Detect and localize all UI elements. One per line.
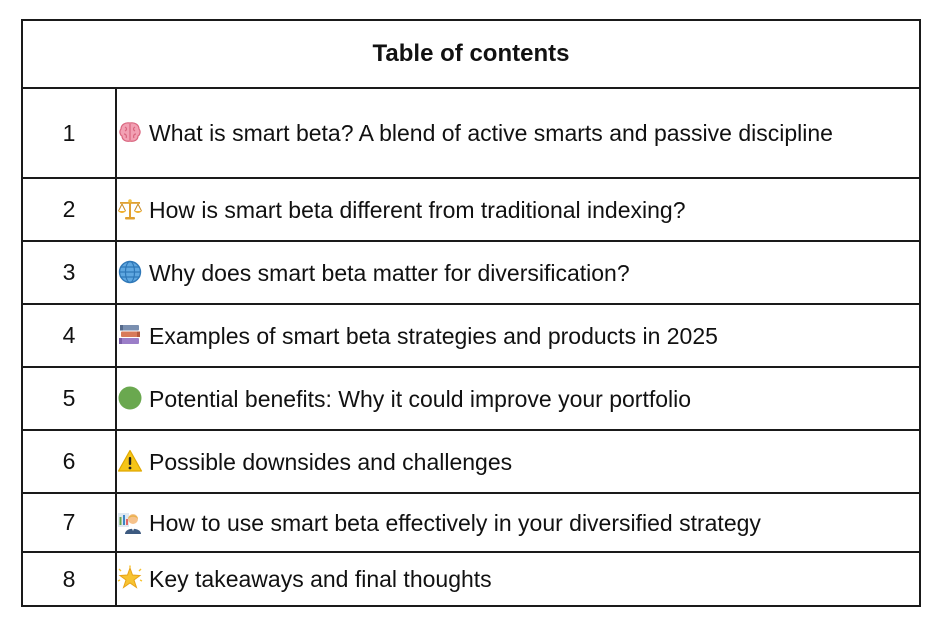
toc-entry-label: Why does smart beta matter for diversification? bbox=[149, 259, 630, 286]
toc-entry[interactable] bbox=[116, 367, 920, 430]
toc-title: Table of contents bbox=[22, 20, 920, 88]
toc-entry[interactable] bbox=[116, 552, 920, 606]
toc-entry-label: How is smart beta different from traditional indexing? bbox=[149, 196, 686, 223]
row-number: 8 bbox=[22, 552, 116, 606]
toc-entry[interactable] bbox=[116, 88, 920, 178]
row-number: 7 bbox=[22, 493, 116, 552]
toc-entry[interactable] bbox=[116, 241, 920, 304]
table-row bbox=[22, 493, 920, 552]
toc-entry-label: Examples of smart beta strategies and products in 2025 bbox=[149, 322, 718, 349]
toc-entry[interactable] bbox=[116, 178, 920, 241]
toc-entry[interactable] bbox=[116, 430, 920, 493]
balance-scale-icon bbox=[117, 196, 143, 222]
globe-icon bbox=[117, 259, 143, 285]
table-row bbox=[22, 430, 920, 493]
office-worker-icon bbox=[117, 509, 143, 535]
row-number: 1 bbox=[22, 88, 116, 178]
glowing-star-icon bbox=[117, 565, 143, 591]
toc-entry[interactable] bbox=[116, 493, 920, 552]
row-number: 2 bbox=[22, 178, 116, 241]
warning-icon bbox=[117, 448, 143, 474]
books-icon bbox=[117, 322, 143, 348]
toc-entry-label: How to use smart beta effectively in your diversified strategy bbox=[149, 509, 761, 536]
toc-entry[interactable] bbox=[116, 304, 920, 367]
table-row bbox=[22, 552, 920, 606]
toc-entry-label: What is smart beta? A blend of active smarts and passive discipline bbox=[149, 120, 833, 146]
row-number: 4 bbox=[22, 304, 116, 367]
table-of-contents bbox=[21, 19, 921, 607]
toc-entry-label: Possible downsides and challenges bbox=[149, 448, 513, 475]
toc-entry-label: Potential benefits: Why it could improve your portfolio bbox=[149, 385, 692, 412]
row-number: 6 bbox=[22, 430, 116, 493]
row-number: 3 bbox=[22, 241, 116, 304]
toc-entry-label: Key takeaways and final thoughts bbox=[149, 566, 492, 592]
table-row bbox=[22, 304, 920, 367]
table-row bbox=[22, 241, 920, 304]
row-number: 5 bbox=[22, 367, 116, 430]
brain-icon bbox=[117, 119, 143, 145]
table-row bbox=[22, 88, 920, 178]
table-row bbox=[22, 178, 920, 241]
green-circle-icon bbox=[117, 385, 143, 411]
table-row bbox=[22, 367, 920, 430]
